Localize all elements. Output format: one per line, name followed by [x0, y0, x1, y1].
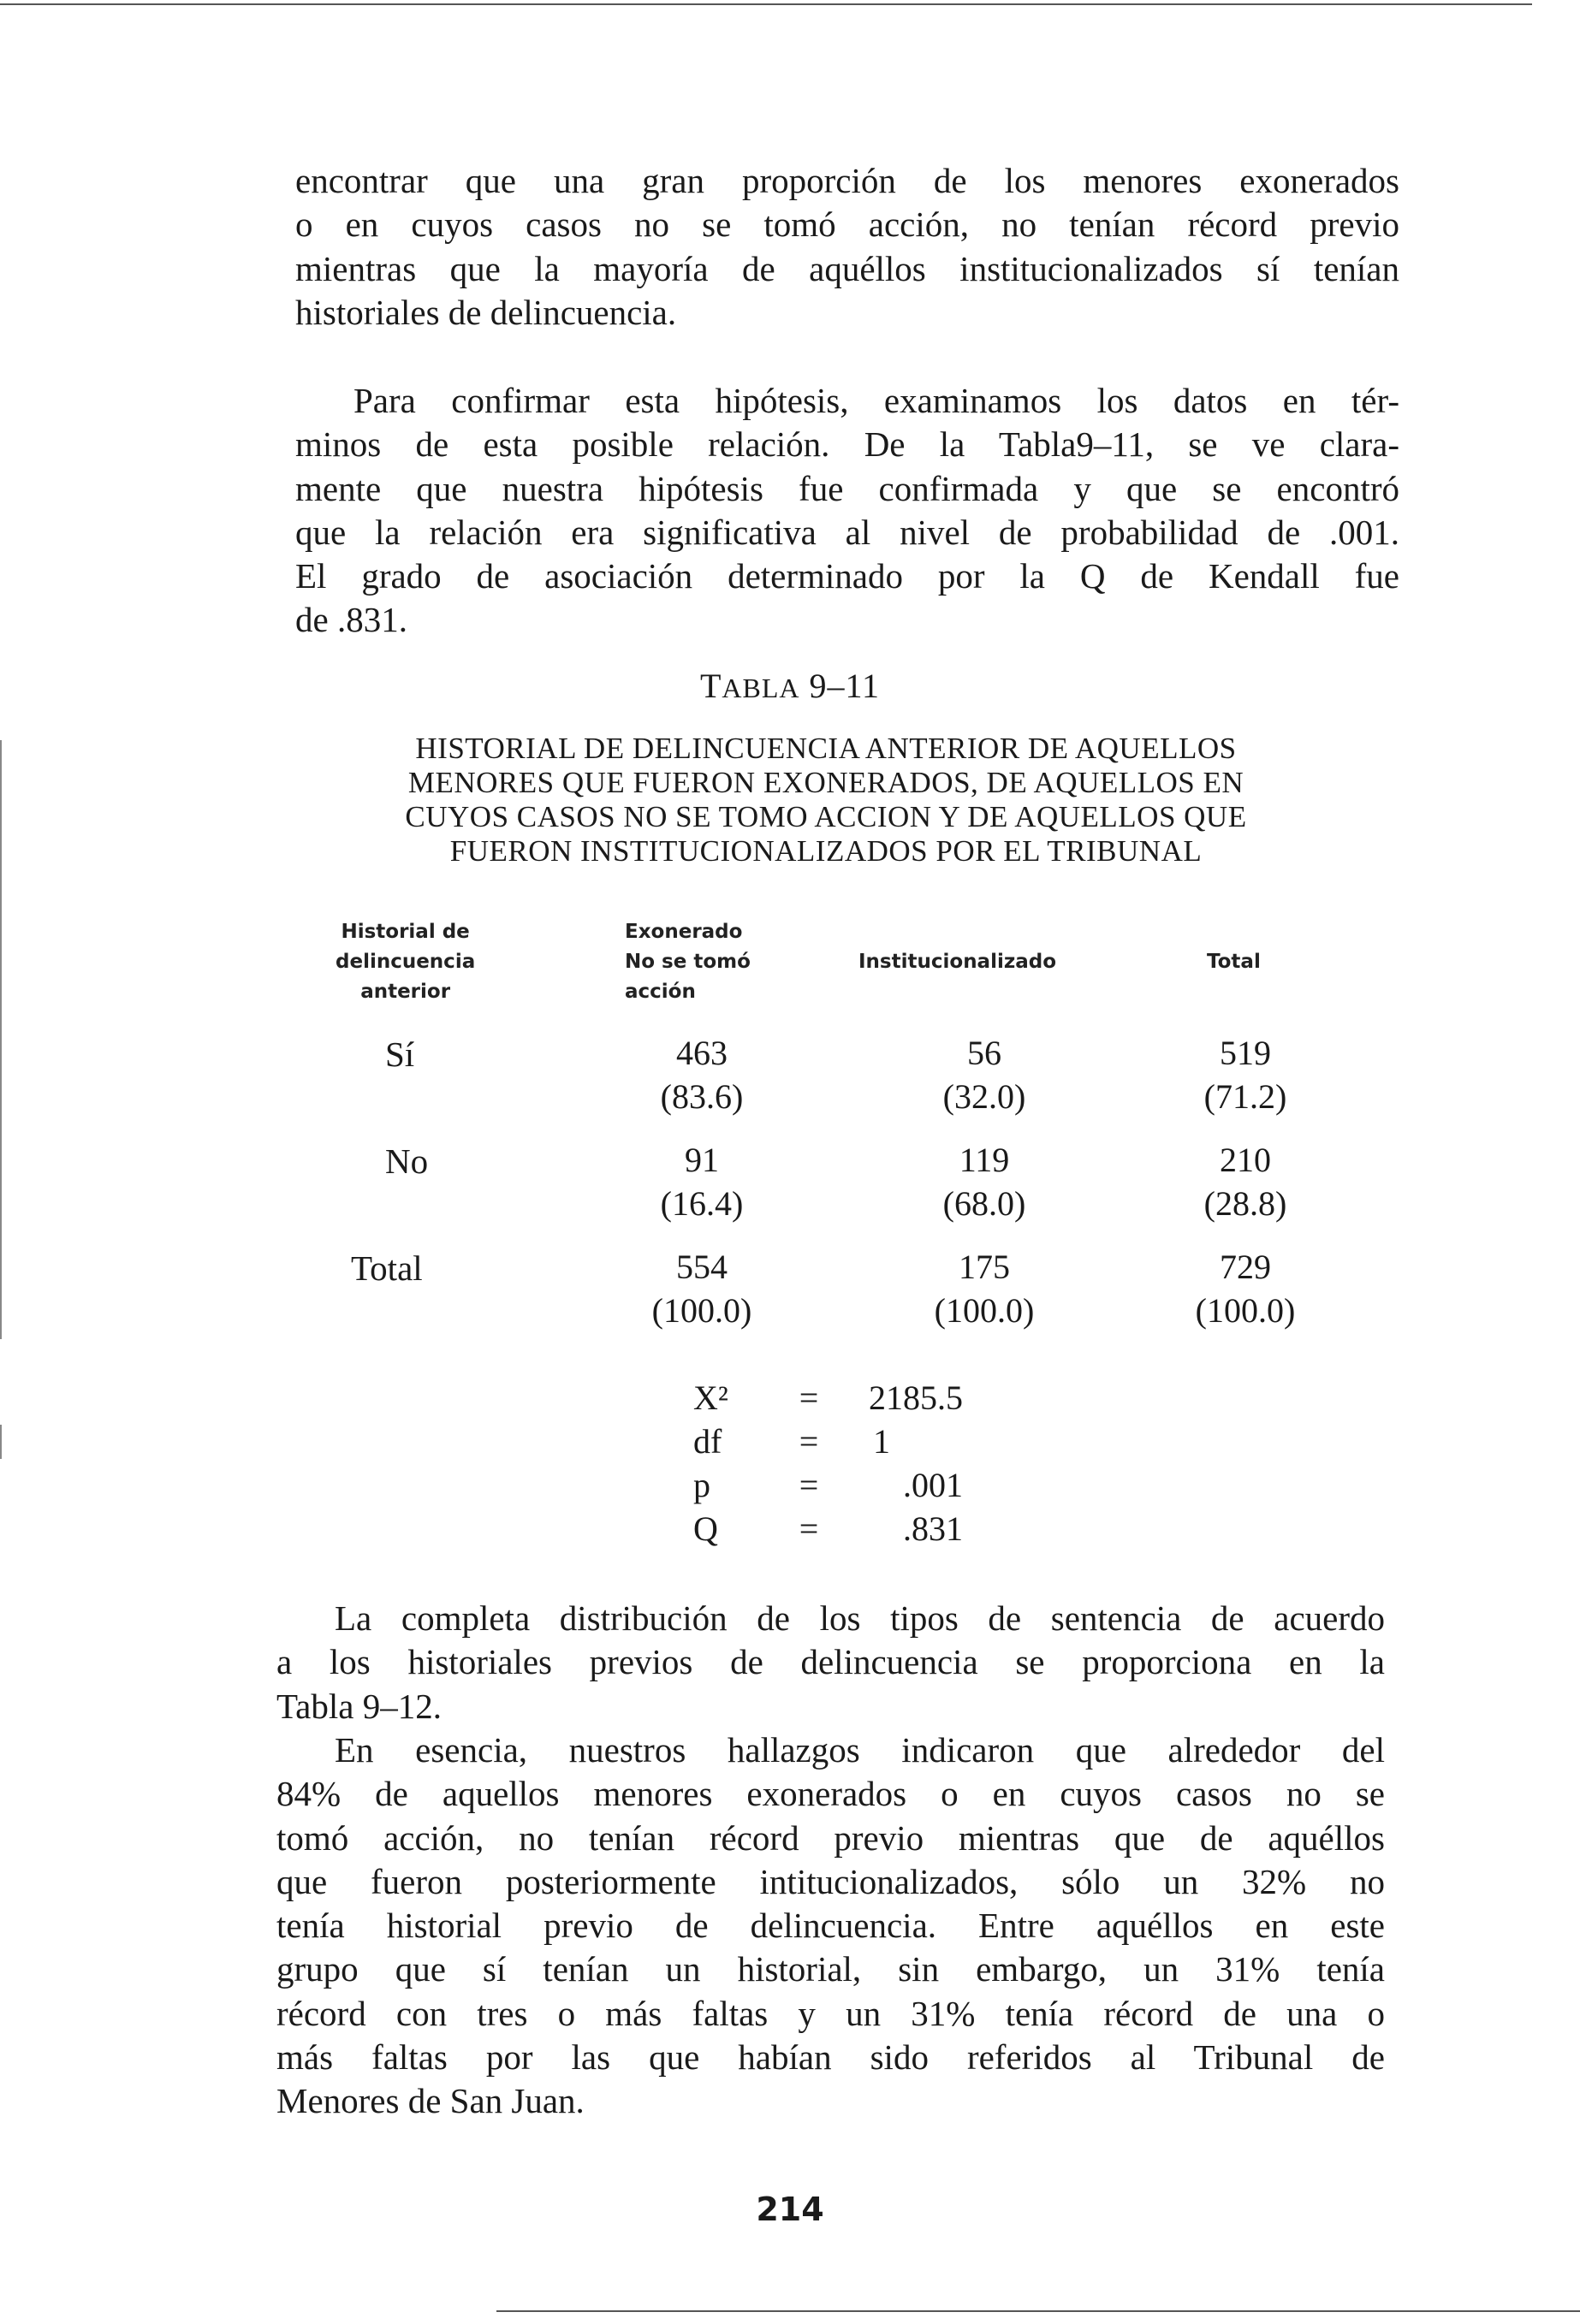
text-line: a los historiales previos de delincuencia se proporciona en la: [276, 1642, 1385, 1682]
header-total: [1207, 947, 1261, 977]
stat-symbol: Q: [693, 1509, 718, 1548]
table-cell: [1181, 1245, 1310, 1332]
table-title-number: 9–11: [809, 667, 881, 705]
row-label-no: No: [385, 1141, 429, 1181]
text-line: o en cuyos casos no se tomó acción, no tenían récord previo: [295, 205, 1399, 245]
table-cell: [920, 1031, 1048, 1118]
text-line: récord con tres o más faltas y un 31% tenía récord de una o: [276, 1993, 1385, 2033]
table-caption: [325, 732, 1327, 869]
header-line: No se tomó: [625, 951, 751, 973]
row-label-total: Total: [351, 1248, 423, 1288]
paragraph-intro: [295, 159, 1399, 335]
header-line: anterior: [360, 981, 451, 1003]
text-line: La completa distribución de los tipos de sentencia de acuerdo: [335, 1598, 1385, 1638]
header-institucionalizado: [858, 947, 1056, 977]
cell-percent: (71.2): [1203, 1077, 1287, 1116]
text-line: En esencia, nuestros hallazgos indicaron que alrededor del: [335, 1730, 1385, 1770]
stat-symbol: df: [693, 1422, 722, 1461]
table-cell: [920, 1138, 1048, 1225]
stat-equals: =: [799, 1509, 819, 1548]
text-line: Para confirmar esta hipótesis, examinamos los datos en tér-: [353, 381, 1399, 420]
text-line: Tabla 9–12.: [276, 1686, 442, 1726]
header-line: Total: [1207, 951, 1261, 973]
cell-count: 175: [959, 1248, 1010, 1286]
cell-count: 56: [967, 1034, 1001, 1072]
table-cell: [638, 1138, 766, 1225]
paragraph-hypothesis: [295, 379, 1399, 643]
text-line: que fueron posteriormente intitucionalizados, sólo un 32% no: [276, 1861, 1385, 1901]
statistics-block: [693, 1376, 963, 1550]
header-line: acción: [625, 981, 696, 1003]
cell-percent: (100.0): [1195, 1291, 1296, 1330]
table-title-initial: T: [699, 667, 722, 705]
caption-line: HISTORIAL DE DELINCUENCIA ANTERIOR DE AQUELLOS: [415, 732, 1237, 765]
stat-row: [693, 1376, 963, 1420]
cell-count: 210: [1220, 1141, 1271, 1179]
stat-value: 2185.5: [869, 1378, 963, 1417]
text-line: grupo que sí tenían un historial, sin embargo, un 31% tenía: [276, 1949, 1385, 1989]
table-cell: [638, 1245, 766, 1332]
cell-count: 119: [959, 1141, 1010, 1179]
cell-percent: (32.0): [942, 1077, 1026, 1116]
cell-count: 554: [676, 1248, 728, 1286]
header-historial: [336, 917, 475, 1007]
table-title: [0, 666, 1580, 706]
stat-row: [693, 1507, 963, 1550]
cell-percent: (16.4): [660, 1184, 744, 1223]
cell-percent: (68.0): [942, 1184, 1026, 1223]
header-line: Institucionalizado: [858, 951, 1057, 973]
stat-value: 1: [873, 1422, 890, 1461]
cell-percent: (100.0): [651, 1291, 752, 1330]
top-border-rule: [0, 3, 1532, 5]
stat-symbol: X²: [693, 1378, 728, 1417]
stat-row: [693, 1420, 963, 1463]
table-cell: [638, 1031, 766, 1118]
cell-count: 91: [685, 1141, 719, 1179]
table-title-smallcaps: ABLA: [722, 673, 800, 703]
text-line: mientras que la mayoría de aquéllos institucionalizados sí tenían: [295, 248, 1399, 288]
bottom-border-rule: [496, 2310, 1580, 2312]
paragraph-findings: [276, 1728, 1385, 2124]
cell-count: 519: [1220, 1034, 1271, 1072]
text-line: 84% de aquellos menores exonerados o en cuyos casos no se: [276, 1774, 1385, 1814]
header-exonerado: [625, 917, 751, 1007]
text-line: encontrar que una gran proporción de los menores exonerados: [295, 161, 1399, 200]
stat-symbol: p: [693, 1466, 710, 1504]
table-cell: [1181, 1031, 1310, 1118]
stat-equals: =: [799, 1466, 819, 1504]
paragraph-distribution: [276, 1597, 1385, 1728]
text-line: más faltas por las que habían sido referidos al Tribunal de: [276, 2037, 1385, 2078]
text-line: Menores de San Juan.: [276, 2081, 585, 2121]
text-line: que la relación era significativa al nivel de probabilidad de .001.: [295, 512, 1399, 552]
stat-value: .831: [903, 1509, 963, 1548]
cell-count: 463: [676, 1034, 728, 1072]
stat-equals: =: [799, 1422, 819, 1461]
page-number: 214: [756, 2191, 824, 2228]
stat-equals: =: [799, 1378, 819, 1417]
header-line: Exonerado: [625, 921, 743, 943]
row-label-si: Sí: [385, 1035, 415, 1074]
scan-edge-mark: [0, 1425, 2, 1459]
text-line: minos de esta posible relación. De la Tabla9–11, se ve clara-: [295, 424, 1399, 465]
text-line: historiales de delincuencia.: [295, 292, 677, 332]
cell-count: 729: [1220, 1248, 1271, 1286]
text-line: El grado de asociación determinado por la Q de Kendall fue: [295, 556, 1399, 596]
caption-line: FUERON INSTITUCIONALIZADOS POR EL TRIBUNAL: [449, 834, 1203, 868]
text-line: tenía historial previo de delincuencia. Entre aquéllos en este: [276, 1906, 1385, 1946]
cell-percent: (28.8): [1203, 1184, 1287, 1223]
stat-value: .001: [903, 1466, 963, 1504]
table-cell: [920, 1245, 1048, 1332]
stat-row: [693, 1463, 963, 1507]
cell-percent: (83.6): [660, 1077, 744, 1116]
text-line: tomó acción, no tenían récord previo mientras que de aquéllos: [276, 1817, 1385, 1858]
caption-line: MENORES QUE FUERON EXONERADOS, DE AQUELLOS EN: [407, 766, 1244, 799]
text-line: mente que nuestra hipótesis fue confirmada y que se encontró: [295, 468, 1399, 508]
table-cell: [1181, 1138, 1310, 1225]
cell-percent: (100.0): [934, 1291, 1035, 1330]
caption-line: CUYOS CASOS NO SE TOMO ACCION Y DE AQUELLOS QUE: [405, 800, 1247, 833]
text-line: de .831.: [295, 600, 407, 640]
header-line: delincuencia: [336, 951, 476, 973]
header-line: Historial de: [341, 921, 470, 943]
scan-edge-line: [0, 740, 2, 1339]
